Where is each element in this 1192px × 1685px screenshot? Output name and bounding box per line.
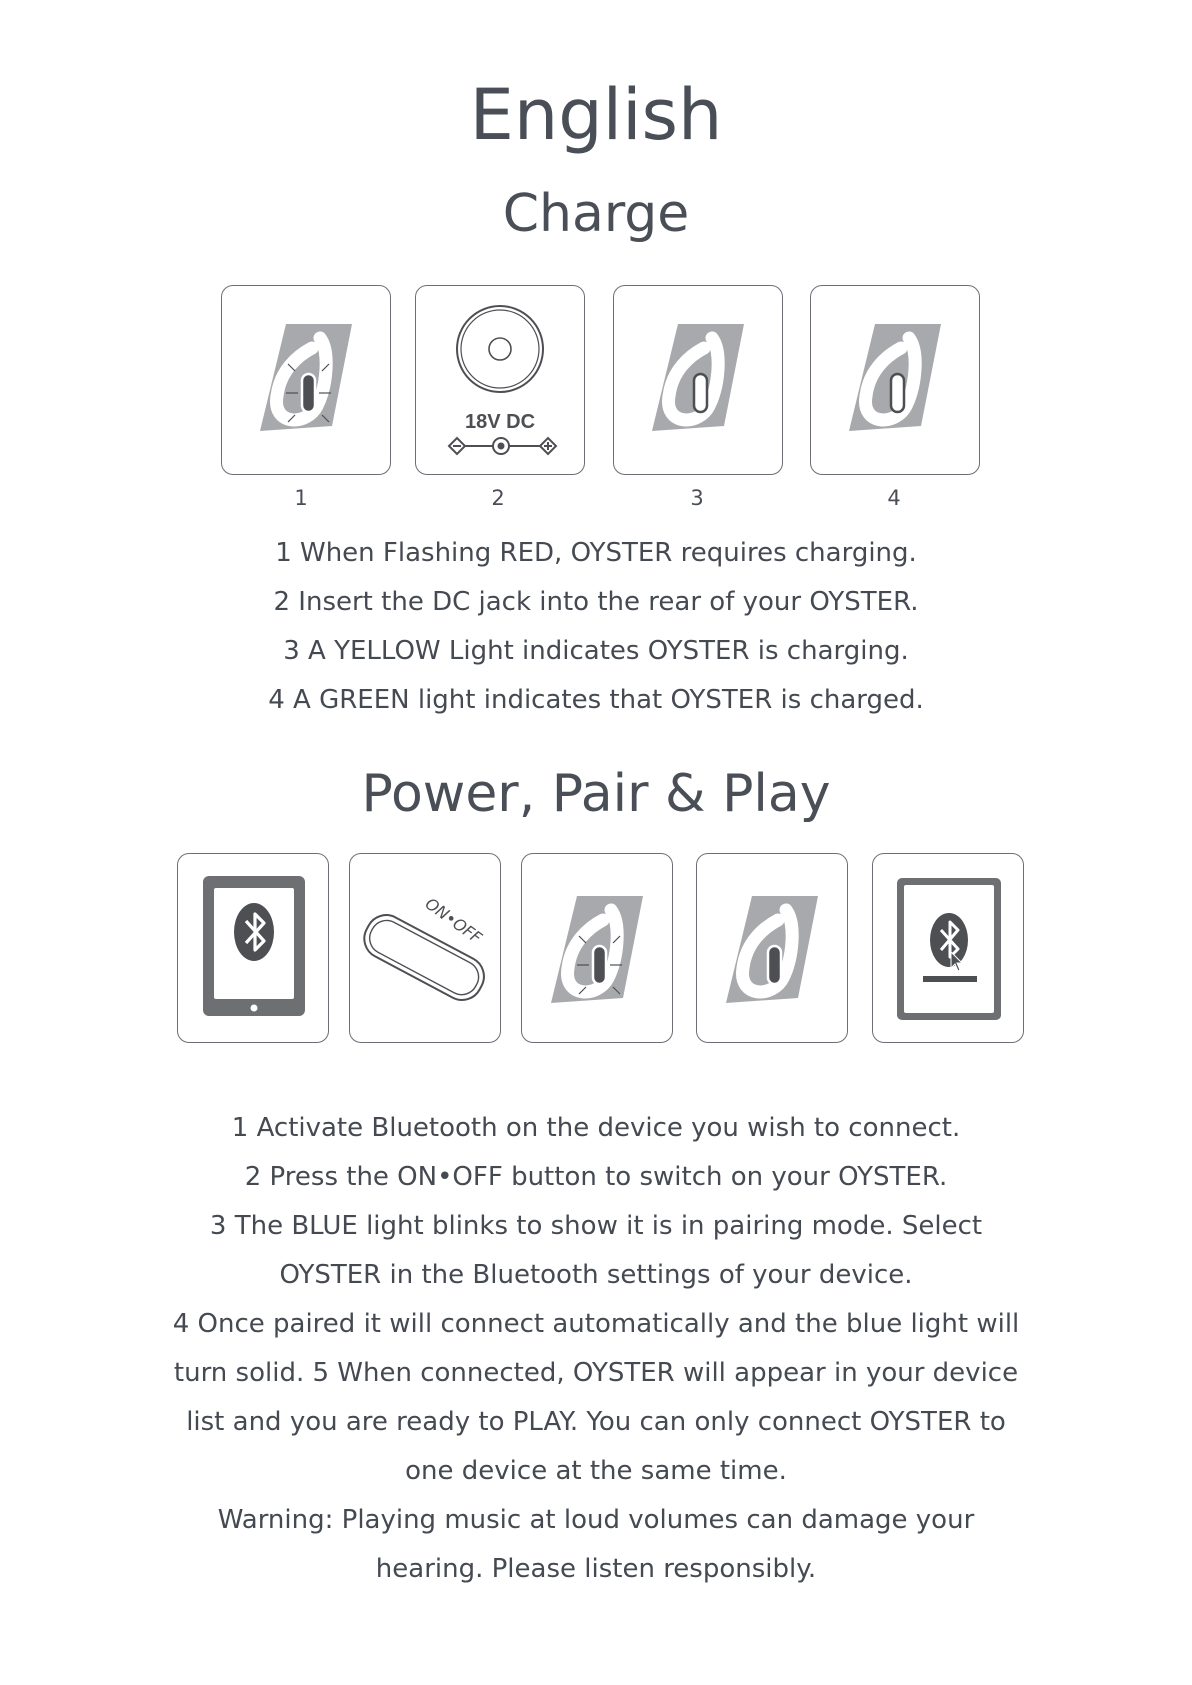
oyster-charged-icon — [811, 286, 981, 476]
charge-number-1: 1 — [294, 486, 308, 510]
power-line-7: list and you are ready to PLAY. You can only connect OYSTER to — [186, 1407, 1006, 1437]
charge-section-title: Charge — [502, 184, 690, 244]
tablet-bluetooth-icon — [178, 854, 330, 1044]
power-panel-3 — [521, 853, 673, 1043]
jack-label: 18V DC — [464, 411, 536, 433]
power-line-4: OYSTER in the Bluetooth settings of your device. — [279, 1260, 913, 1290]
power-line-3: 3 The BLUE light blinks to show it is in pairing mode. Select — [209, 1211, 983, 1241]
charge-panel-1 — [221, 285, 391, 475]
oyster-solid-light-icon — [697, 854, 849, 1044]
device-list-bluetooth-icon — [873, 854, 1025, 1044]
power-panel-2 — [349, 853, 501, 1043]
power-line-1: 1 Activate Bluetooth on the device you wish to connect. — [231, 1113, 961, 1143]
charge-step-3: 3 A YELLOW Light indicates OYSTER is charging. — [283, 636, 909, 666]
charge-step-1: 1 When Flashing RED, OYSTER requires charging. — [275, 538, 917, 568]
warning-line-2: hearing. Please listen responsibly. — [375, 1554, 817, 1584]
oyster-charging-icon — [614, 286, 784, 476]
power-line-6: turn solid. 5 When connected, OYSTER will appear in your device — [173, 1358, 1019, 1388]
warning-line-1: Warning: Playing music at loud volumes can damage your — [217, 1505, 975, 1535]
power-section-title: Power, Pair & Play — [361, 764, 831, 824]
charge-panel-3 — [613, 285, 783, 475]
language-title: English — [469, 74, 723, 156]
charge-number-4: 4 — [887, 486, 901, 510]
power-line-5: 4 Once paired it will connect automatically and the blue light will — [172, 1309, 1020, 1339]
charge-panel-2 — [415, 285, 585, 475]
charge-number-3: 3 — [690, 486, 704, 510]
power-panel-1 — [177, 853, 329, 1043]
on-off-button-icon — [350, 854, 502, 1044]
oyster-blue-blinking-icon — [522, 854, 674, 1044]
charge-number-2: 2 — [491, 486, 505, 510]
oyster-flashing-icon — [222, 286, 392, 476]
power-panel-4 — [696, 853, 848, 1043]
power-line-8: one device at the same time. — [405, 1456, 787, 1486]
power-line-2: 2 Press the ON•OFF button to switch on your OYSTER. — [244, 1162, 948, 1192]
dc-jack-icon — [416, 286, 586, 476]
on-off-label: ON•OFF — [421, 893, 486, 948]
power-panel-5 — [872, 853, 1024, 1043]
charge-step-2: 2 Insert the DC jack into the rear of your OYSTER. — [273, 587, 919, 617]
charge-panel-4 — [810, 285, 980, 475]
charge-step-4: 4 A GREEN light indicates that OYSTER is charged. — [268, 685, 924, 715]
